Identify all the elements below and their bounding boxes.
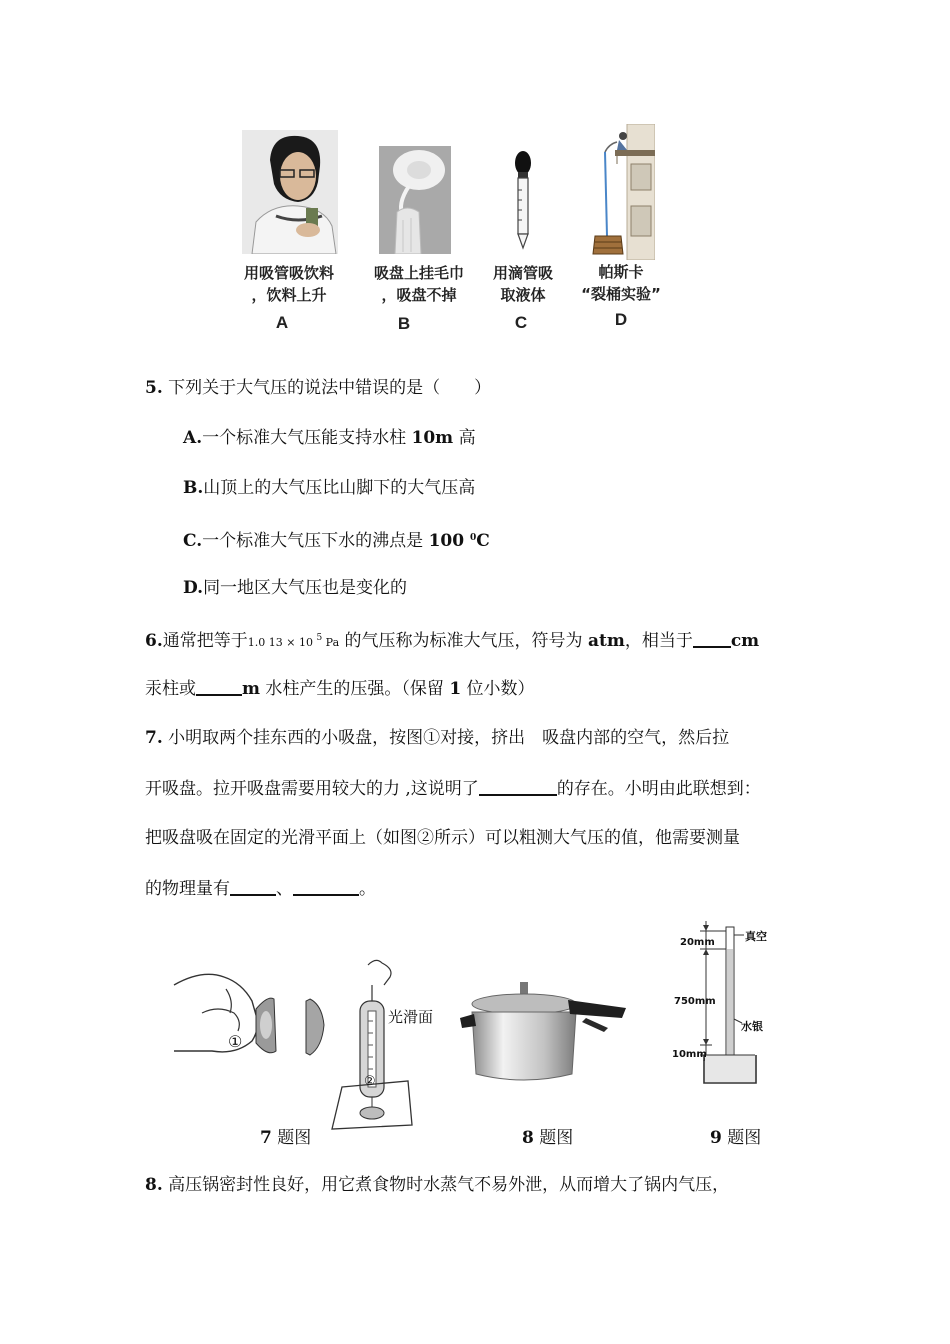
caption-B-line1: 吸盘上挂毛巾 [373,264,464,282]
caption-A-line1: 用吸管吸饮料 [243,264,334,282]
caption-D-line1: 帕斯卡 [598,263,644,281]
letter-D: D [614,310,628,329]
figure-D [591,124,655,260]
figure-8 [458,978,628,1086]
q5-number: 5. [145,378,163,398]
label-mercury: 水银 [741,1020,763,1033]
q7-line1: 7. 小明取两个挂东西的小吸盘，按图①对接，挤出 吸盘内部的空气，然后拉 [145,728,730,748]
q6-blank-m[interactable] [196,676,242,696]
q5-stem [145,376,491,400]
smooth-surface-label: 光滑面 [388,1008,434,1026]
q5-option-b: B.山顶上的大气压比山脚下的大气压高 [183,478,476,498]
q7-line2: 开吸盘。拉开吸盘需要用较大的力 ,这说明了 的存在。小明由此联想到： [145,776,761,801]
caption-C-line2: 取液体 [500,286,546,304]
figure-A [242,130,338,254]
q8-line1: 8. 高压锅密封性良好，用它煮食物时水蒸气不易外泄，从而增大了锅内气压， [145,1175,730,1195]
caption-fig7: 7 题图 [260,1128,312,1148]
caption-C-line1: 用滴管吸 [492,264,553,282]
figure-B [379,146,451,254]
q7-blank-2[interactable] [230,876,276,896]
label-vacuum: 真空 [745,930,767,943]
q7-blank-3[interactable] [293,876,359,896]
caption-fig8: 8 题图 [522,1128,574,1148]
q7-blank-1[interactable] [479,776,557,796]
label-10mm: 10mm [672,1049,707,1060]
letter-B: B [397,314,411,333]
q6-line1: 6.通常把等于1.0 13 × 10 $^5$ Pa 的气压称为标准大气压，符号为 atm，相当于 cm [145,626,759,655]
label-20mm: 20mm [680,937,715,948]
q5-option-d: D.同一地区大气压也是变化的 [183,578,408,598]
letter-C: C [514,313,528,332]
label-750mm: 750mm [674,996,716,1007]
q5-option-c: C.一个标准大气压下水的沸点是 100 $^0$C [183,531,490,551]
letter-A: A [275,313,289,332]
circle-1-label: ① [228,1032,243,1051]
caption-B-line2: ，吸盘不掉 [381,286,457,304]
q7-line4: 的物理量有 、 。 [145,876,376,901]
q6-line2: 汞柱或 m 水柱产生的压强。（保留 1 位小数） [145,676,535,701]
caption-fig9: 9 题图 [710,1128,762,1148]
figure-C [508,150,538,250]
caption-D-line2: “裂桶实验” [581,285,661,303]
q5-option-a: A.一个标准大气压能支持水柱 10m 高 [183,428,476,448]
caption-A-line2: ，饮料上升 [251,286,327,304]
q5-stem-text: 下列关于大气压的说法中错误的是（ ） [168,378,492,398]
circle-2-label: ② [364,1074,376,1089]
q7-line3: 把吸盘吸在固定的光滑平面上（如图②所示）可以粗测大气压的值，他需要测量 [145,828,740,848]
pressure-formula: 1.0 13 × 10 [247,636,317,649]
figure-7 [172,955,442,1130]
q6-blank-cm[interactable] [693,628,731,648]
